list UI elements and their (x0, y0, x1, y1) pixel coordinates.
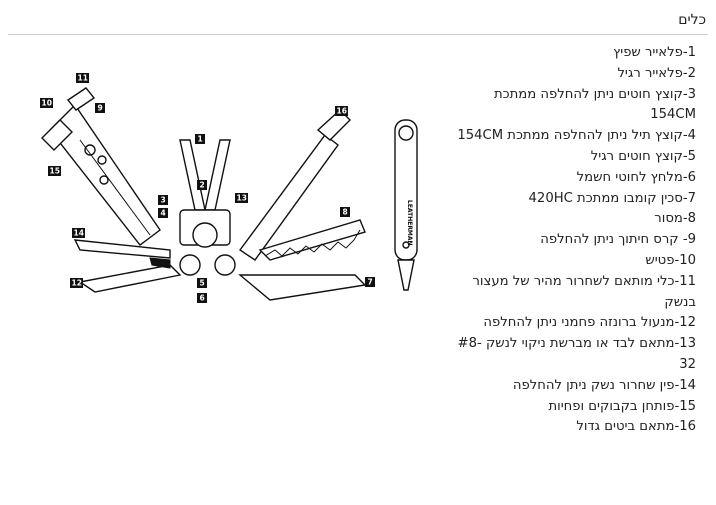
list-item: 3-קוצץ חוטים ניתן להחלפה ממתכת 154CM (493, 86, 696, 123)
callout-14 (72, 228, 85, 238)
callout-7 (365, 277, 375, 287)
svg-text:5: 5 (199, 278, 205, 288)
svg-text:3: 3 (160, 195, 166, 205)
callout-8 (340, 207, 350, 217)
svg-text:12: 12 (71, 278, 82, 288)
standalone-tool (395, 120, 417, 290)
list-item: 4-קוצץ תיל ניתן להחלפה ממתכת 154CM (457, 128, 696, 144)
multitool-diagram (20, 60, 460, 320)
list-item: 9- קרס חיתוך ניתן להחלפה (540, 232, 696, 248)
callout-2 (197, 180, 207, 190)
list-item: 2-פלאייר רגיל (617, 65, 696, 81)
brand-text: LEATHERMAN (406, 200, 413, 246)
callout-15 (48, 166, 61, 176)
callout-5 (197, 278, 207, 288)
page-title: כלים (678, 12, 706, 28)
list-item: 10-פטיש (645, 252, 696, 268)
svg-text:4: 4 (160, 208, 166, 218)
svg-text:15: 15 (49, 166, 60, 176)
tool-list (446, 43, 696, 438)
svg-text:10: 10 (41, 98, 52, 108)
list-item: 5-קוצץ חוטים רגיל (590, 148, 696, 164)
svg-text:14: 14 (73, 228, 84, 238)
list-item: 7-סכין קומבו ממתכת 420HC (528, 190, 696, 206)
left-blades (75, 240, 180, 292)
svg-text:16: 16 (336, 106, 347, 116)
callout-12 (70, 278, 83, 288)
list-item: 16-מתאם ביטים גדול (576, 419, 696, 435)
callout-3 (158, 195, 168, 205)
callout-1 (195, 134, 205, 144)
svg-text:2: 2 (199, 180, 205, 190)
callout-13 (235, 193, 248, 203)
list-item: 15-פותחן בקבוקים ופחיות (548, 398, 696, 414)
pliers (180, 140, 235, 275)
callout-10 (40, 98, 53, 108)
list-item: 13-מתאם לבד או מברשת ניקוי לנשק #8-32 (457, 336, 696, 372)
right-tool-arm (240, 110, 365, 260)
callout-4 (158, 208, 168, 218)
callout-6 (197, 293, 207, 303)
list-item: 12-מנעול ברונזה פחמני ניתן להחלפה (483, 315, 696, 331)
callout-9 (95, 103, 105, 113)
svg-text:13: 13 (236, 193, 247, 203)
list-item: 1-פלאייר שפיץ (613, 45, 696, 60)
header (8, 0, 708, 35)
svg-text:8: 8 (342, 207, 348, 217)
right-blade (240, 275, 365, 300)
svg-text:11: 11 (77, 73, 88, 83)
svg-text:7: 7 (367, 277, 373, 287)
list-item: 14-פין שחרור נשק ניתן להחלפה (512, 377, 696, 393)
svg-text:1: 1 (197, 134, 203, 144)
list-item: 6-מלחץ לחוטי חשמל (576, 169, 696, 185)
svg-text:6: 6 (199, 293, 205, 303)
list-item: 11-כלי מותאם לשחרור מהיר של מעצור בנשק (472, 273, 696, 310)
callout-11 (76, 73, 89, 83)
list-item: 8-מסור (654, 211, 696, 227)
multitool-illustration (20, 60, 460, 320)
callout-16 (335, 106, 348, 116)
svg-text:9: 9 (97, 103, 103, 113)
